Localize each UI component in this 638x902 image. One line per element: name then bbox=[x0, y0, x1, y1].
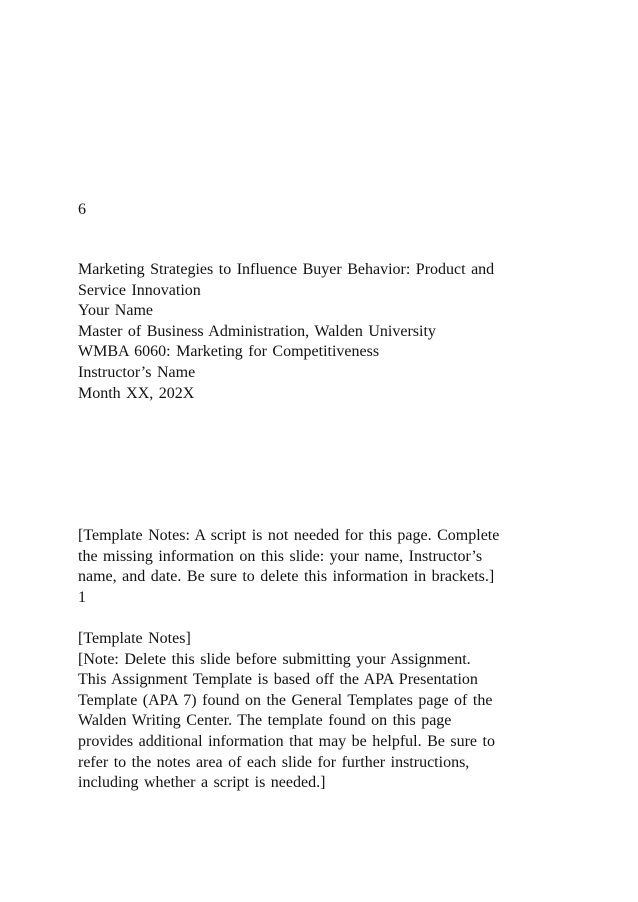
presentation-date: Month XX, 202X bbox=[78, 384, 195, 402]
slide-number: 1 bbox=[78, 588, 86, 606]
template-notes-2-line-3: Template (APA 7) found on the General Templates page of the bbox=[78, 691, 493, 709]
template-notes-2-line-6: refer to the notes area of each slide for further instructions, bbox=[78, 753, 470, 771]
template-notes-1-line-3: name, and date. Be sure to delete this information in brackets.] bbox=[78, 568, 495, 586]
template-notes-1-line-2: the missing information on this slide: your name, Instructor’s bbox=[78, 547, 483, 565]
presentation-title-line-2: Service Innovation bbox=[78, 281, 201, 299]
template-notes-2-line-5: provides additional information that may be helpful. Be sure to bbox=[78, 732, 495, 750]
template-notes-2-heading: [Template Notes] bbox=[78, 630, 191, 647]
presentation-title-line-1: Marketing Strategies to Influence Buyer Behavior: Product and bbox=[78, 261, 495, 278]
author-name: Your Name bbox=[78, 302, 153, 320]
page-number-block bbox=[78, 200, 578, 221]
page-number: 6 bbox=[78, 201, 86, 218]
template-notes-2-line-1: [Note: Delete this slide before submitting your Assignment. bbox=[78, 650, 471, 668]
template-notes-2-line-7: including whether a script is needed.] bbox=[78, 774, 326, 792]
template-notes-2-line-2: This Assignment Template is based off the APA Presentation bbox=[78, 671, 478, 689]
template-notes-block-2 bbox=[78, 629, 578, 794]
template-notes-2-line-4: Walden Writing Center. The template found on this page bbox=[78, 712, 452, 730]
program-name: Master of Business Administration, Walden University bbox=[78, 322, 436, 340]
course-name: WMBA 6060: Marketing for Competitiveness bbox=[78, 343, 380, 361]
template-notes-1-line-1: [Template Notes: A script is not needed for this page. Complete bbox=[78, 527, 500, 544]
template-notes-block-1 bbox=[78, 526, 578, 608]
title-block bbox=[78, 260, 578, 404]
instructor-name: Instructor’s Name bbox=[78, 363, 196, 381]
